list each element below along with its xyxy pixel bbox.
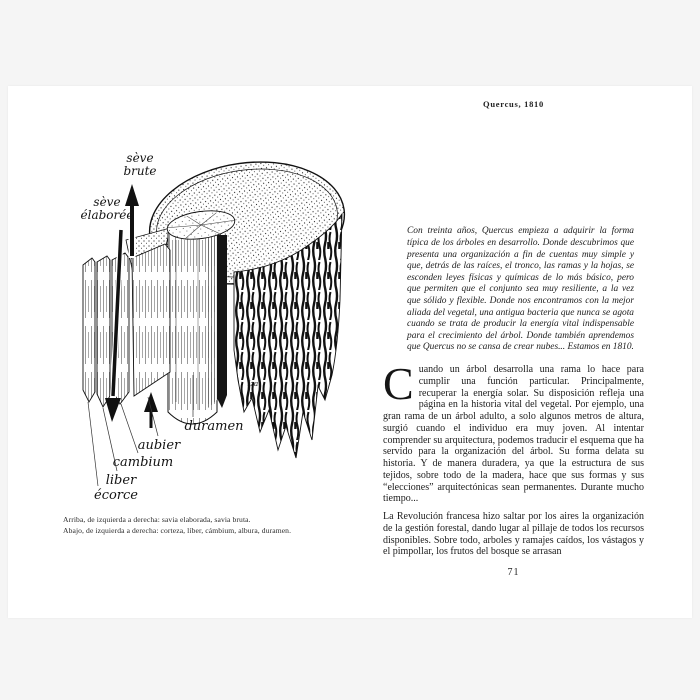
label-cambium: cambium [112,455,174,470]
label-seve-brute-line1: sève [126,151,154,165]
caption-line-1: Arriba, de izquierda a derecha: savia elaborada, savia bruta. [63,515,251,524]
figure-caption [63,514,363,536]
shadow-gap [217,235,227,408]
chapter-intro-paragraph: Con treinta años, Quercus empieza a adquirir la forma típica de los árboles en desarrollo. Donde descubrimos que presenta una organización a fin de cuentas muy simple y que, detrás de las raíces, el tronco, las ramas y la hojas, se esconden leyes físicas y químicas de lo más básico, pero que permiten que el conjunto sea muy resiliente, a la vez que sólido y flexible. Donde nos encontramos con la mejor aliada del vegetal, una antigua bacteria que nunca se agota cuando se trata de producir la energía vital indispensable para el crecimiento del árbol. Donde también aprendemos que Quercus no se cansa de crear nubes... Estamos en 1810. [407,226,634,353]
body-paragraph-text: uando un árbol desarrolla una rama lo hace para cumplir una función particular. Principalmente, recuperar la energía solar. Su disposición refleja una página en la historia vital del vegetal. Por ejemplo, una gran rama de un árbol adulto, a solo algunos metros de altura, surgió cuando el individuo era muy joven. Al intentar comprender su arquitectura, podemos traducir el esquema que ha servido para la organización del árbol. Su forma delata su historia. Y de manera duradera, ya que la estructura de sus tejidos, sobre todo de la madera, hace que sus formas y sus “elecciones” arquitectónicas sean permanentes. Durante mucho tiempo... [383,364,644,505]
illustrator-signature: Iza. [247,380,261,388]
peeled-layer-strips [83,244,170,407]
drop-cap: C [383,358,414,409]
label-duramen: duramen [184,419,244,434]
heartwood-cylinder [168,225,217,424]
body-paragraph [383,358,644,505]
caption-line-2: Abajo, de izquierda a derecha: corteza, líber, cámbium, albura, duramen. [63,526,292,535]
page-number: 71 [507,567,520,578]
second-paragraph: La Revolución francesa hizo saltar por los aires la organización de la gestión forestal, dando lugar al pillaje de todos los recursos disponibles. Sobre todo, arboles y ramajes caídos, los vástagos y el pimpollar, los frutos del bosque se arrasan [383,511,644,558]
text-column [383,86,644,618]
label-aubier: aubier [137,438,181,453]
liber-strip [97,256,110,407]
trunk-cross-section-illustration [48,140,348,510]
label-seve-elaboree-line1: sève [93,195,121,209]
book-page-spread [8,86,692,618]
label-liber: liber [105,473,137,488]
label-ecorce: écorce [94,488,138,503]
ecorce-strip [83,258,95,402]
label-seve-brute-line2: brute [123,164,157,178]
label-seve-elaboree-line2: élaborée [80,208,134,222]
running-head: Quercus, 1810 [483,99,544,109]
aubier-strip [132,244,170,396]
